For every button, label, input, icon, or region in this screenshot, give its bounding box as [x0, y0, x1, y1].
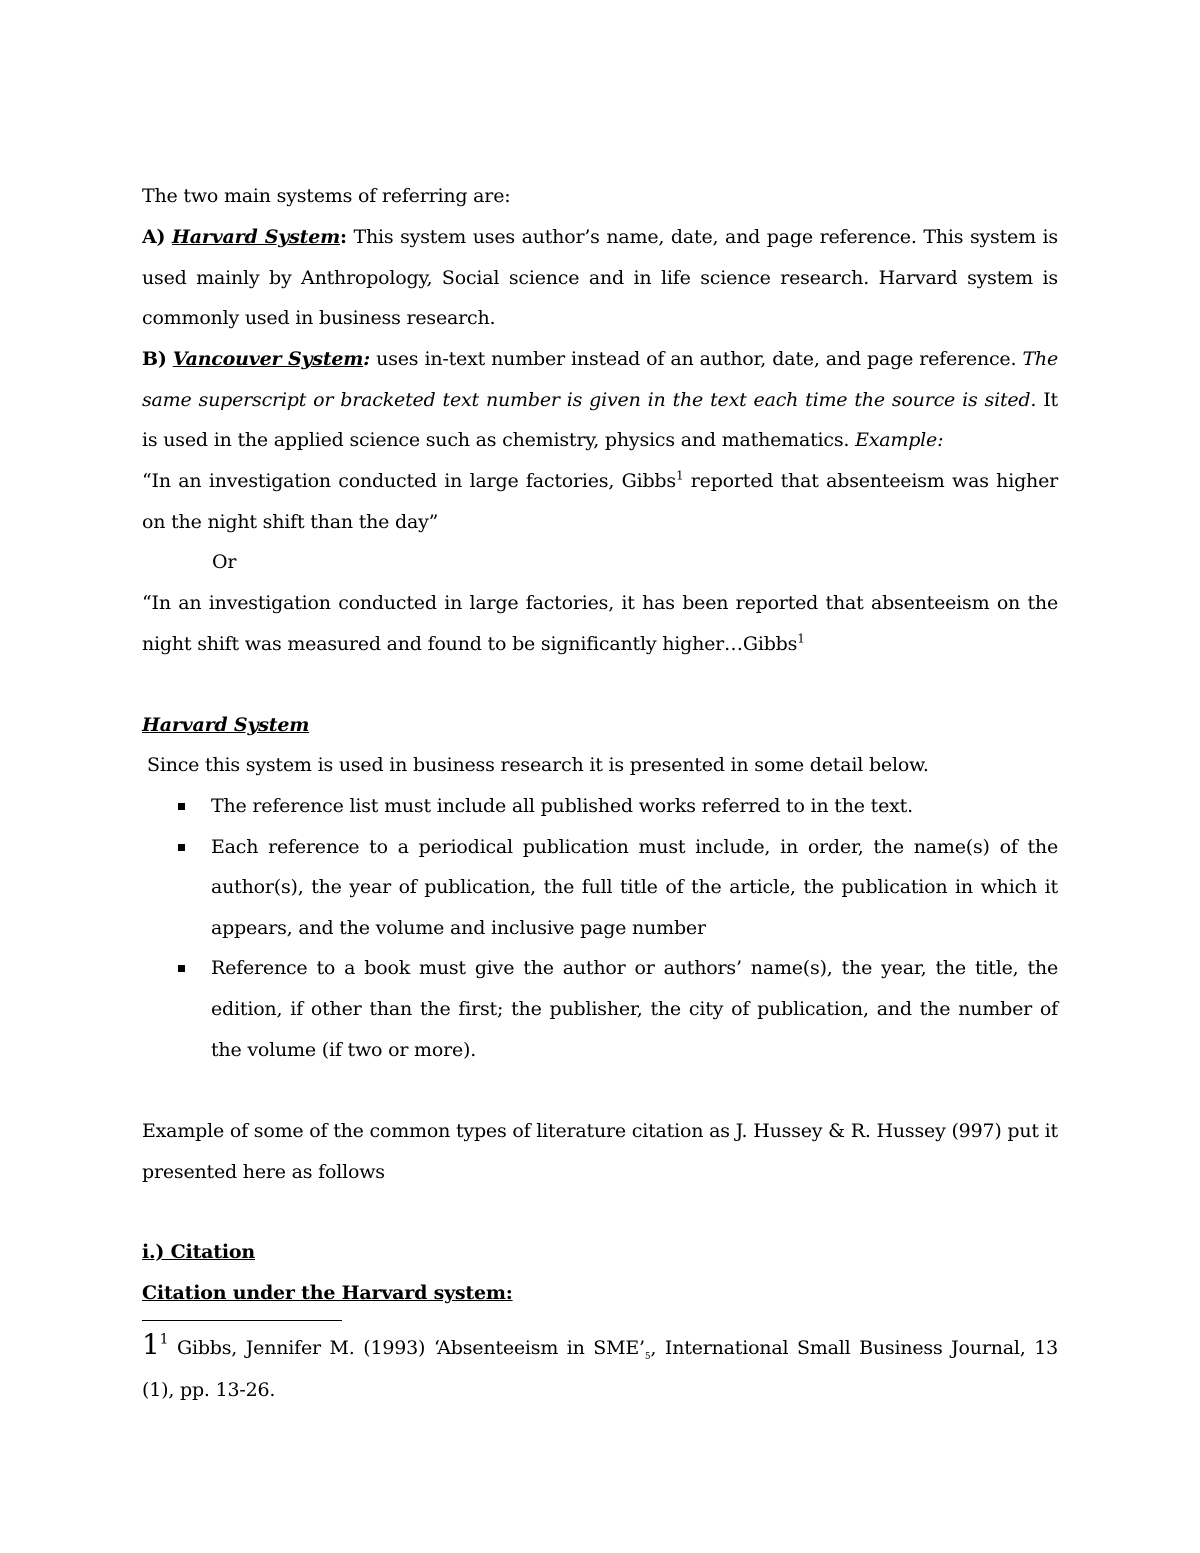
citation-subheading	[142, 1273, 1058, 1314]
footnote-text: Gibbs, Jennifer M. (1993) ‘Absenteeism in SME’	[176, 1337, 645, 1359]
vancouver-paragraph	[142, 339, 1058, 461]
harvard-paragraph	[142, 217, 1058, 339]
harvard-name: Harvard System	[172, 226, 341, 248]
example1-after: reported that absenteeism was higher on the night shift than the day”	[142, 470, 1058, 533]
example-quote-1	[142, 461, 1058, 542]
list-item-text: Each reference to a periodical publication must include, in order, the name(s) of the author(s), the year of publication, the full title of the article, the publication in which it appears, and the volume and inclusive page number	[211, 835, 1058, 939]
list-item-text: Reference to a book must give the author or authors’ name(s), the year, the title, the edition, if other than the first; the publisher, the city of publication, and the number of the volume (if two or more).	[211, 957, 1058, 1061]
footnote-text-2: , International Small Business Journal, 13 (1), pp. 13-26.	[142, 1337, 1058, 1401]
example-quote-2	[142, 583, 1058, 664]
harvard-rules-list	[142, 786, 1058, 1070]
example1-before: “In an investigation conducted in large factories, Gibbs	[142, 470, 676, 492]
intro-text: The two main systems of referring are:	[142, 185, 511, 207]
or-line	[212, 542, 412, 583]
square-bullet-icon	[178, 844, 185, 851]
vancouver-colon: :	[363, 348, 371, 370]
footnote	[142, 1328, 1058, 1407]
citation-subheading-text: Citation under the Harvard system:	[142, 1282, 513, 1304]
footnote-small-mark: 5	[644, 1351, 651, 1362]
footnote-number-text: 1	[142, 1328, 160, 1361]
square-bullet-icon	[178, 965, 185, 972]
vancouver-example-label: Example:	[855, 429, 944, 452]
vancouver-prefix: B)	[142, 348, 167, 370]
example-citation-text: Example of some of the common types of literature citation as J. Hussey & R. Hussey (997) put it presented here as follows	[142, 1120, 1058, 1183]
example2-before: “In an investigation conducted in large factories, it has been reported that absenteeism on the night shift was measured and found to be significantly higher…Gibbs	[142, 592, 1058, 655]
harvard-heading-text: Harvard System	[142, 714, 310, 736]
vancouver-italic-text: The same superscript or bracketed text number is given in the text each time the source is sited.	[142, 348, 1059, 411]
vancouver-text-1: uses in-text number instead of an author, date, and page reference.	[376, 348, 1017, 370]
list-item	[142, 827, 1058, 949]
vancouver-name: Vancouver System	[172, 348, 364, 370]
harvard-section-heading	[142, 705, 1058, 746]
list-item	[142, 948, 1058, 1070]
harvard-intro-text: Since this system is used in business research it is presented in some detail below.	[147, 754, 929, 776]
list-item-text: The reference list must include all published works referred to in the text.	[211, 795, 913, 817]
harvard-colon: :	[340, 226, 347, 248]
intro-line	[142, 176, 1058, 217]
square-bullet-icon	[178, 803, 185, 810]
footnote-separator	[142, 1320, 342, 1321]
citation-heading-text: i.) Citation	[142, 1241, 255, 1263]
harvard-text: This system uses author’s name, date, and page reference. This system is used mainly by Anthropology, Social science and in life science research. Harvard system is commonly used in business research.	[142, 226, 1058, 330]
harvard-prefix: A)	[142, 226, 166, 248]
vancouver-text-2: It is used in the applied science such as chemistry, physics and mathematics.	[142, 388, 1058, 452]
footnote-number	[142, 1328, 168, 1361]
or-text: Or	[212, 551, 237, 573]
example2-superscript: 1	[797, 631, 805, 646]
citation-heading	[142, 1232, 1058, 1273]
footnote-number-sup: 1	[159, 1331, 169, 1348]
example-citation-paragraph	[142, 1111, 1058, 1192]
example1-superscript: 1	[675, 468, 684, 483]
list-item	[142, 786, 1058, 827]
harvard-section-intro	[147, 745, 1063, 786]
